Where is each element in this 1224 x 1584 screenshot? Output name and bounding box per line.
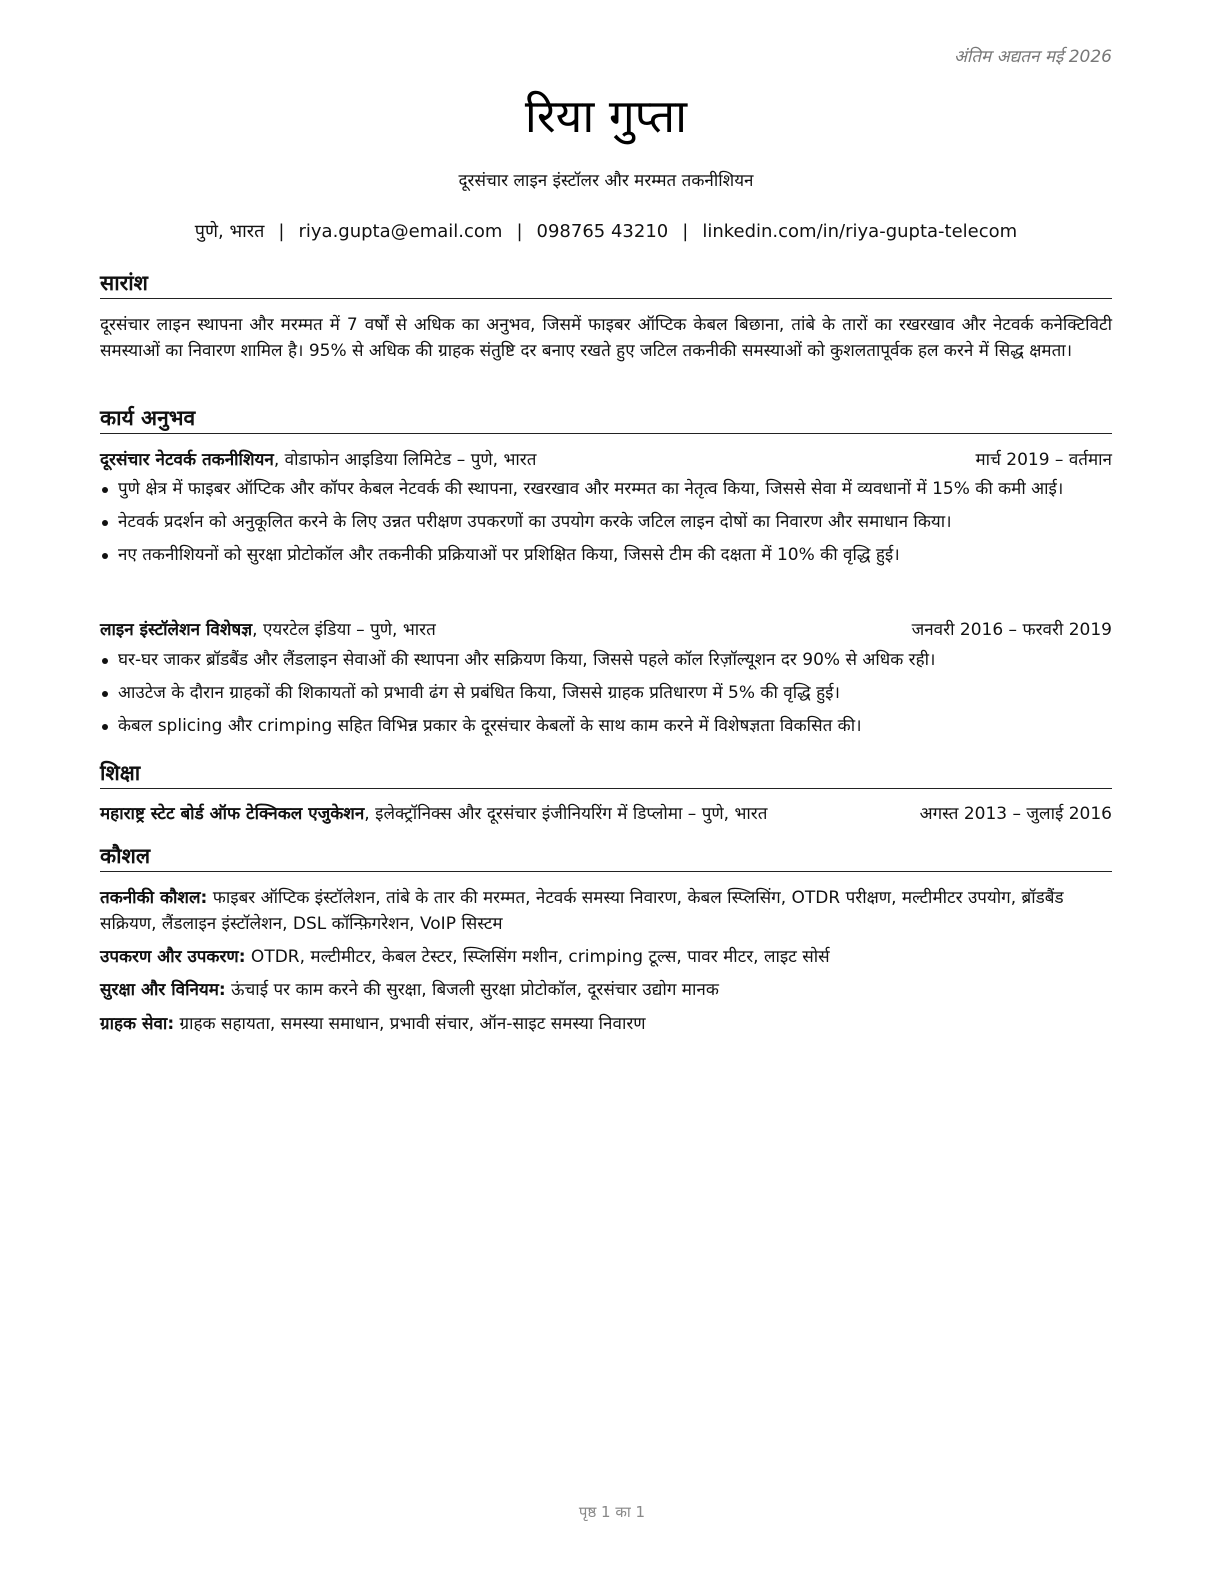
- skill-label: सुरक्षा और विनियम:: [100, 980, 226, 1000]
- job-role: दूरसंचार नेटवर्क तकनीशियन: [100, 450, 274, 470]
- skills-heading: कौशल: [100, 843, 1112, 872]
- education-detail: , इलेक्ट्रॉनिक्स और दूरसंचार इंजीनियरिंग में डिप्लोमा – पुणे, भारत: [364, 804, 768, 824]
- contact-phone[interactable]: 098765 43210: [536, 221, 669, 242]
- contact-separator: |: [682, 221, 689, 242]
- list-item: आउटेज के दौरान ग्राहकों की शिकायतों को प्रभावी ढंग से प्रबंधित किया, जिससे ग्राहक प्रतिधारण में 5% की वृद्धि हुई।: [118, 681, 1130, 706]
- job-org: , वोडाफोन आइडिया लिमिटेड – पुणे, भारत: [273, 450, 537, 470]
- education-entry: [100, 802, 1112, 826]
- contact-email[interactable]: riya.gupta@email.com: [298, 221, 503, 242]
- summary-heading: सारांश: [100, 270, 1112, 299]
- summary-text: दूरसंचार लाइन स्थापना और मरम्मत में 7 वर्षों से अधिक का अनुभव, जिसमें फाइबर ऑप्टिक केबल बिछाना, तांबे के तारों का रखरखाव और नेटवर्क कनेक्टिविटी समस्याओं का निवारण शामिल है। 95% से अधिक की ग्राहक संतुष्टि दर बनाए रखते हुए जटिल तकनीकी समस्याओं को कुशलतापूर्वक हल करने में सिद्ध क्षमता।: [100, 315, 1112, 361]
- job-header: [100, 448, 1112, 472]
- list-item: नए तकनीशियनों को सुरक्षा प्रोटोकॉल और तकनीकी प्रक्रियाओं पर प्रशिक्षित किया, जिससे टीम की दक्षता में 10% की वृद्धि हुई।: [118, 543, 1130, 568]
- last-updated: अंतिम अद्यतन मई 2026: [953, 47, 1112, 67]
- skill-line: [100, 1011, 1112, 1037]
- skill-label: उपकरण और उपकरण:: [100, 947, 246, 967]
- job-dates: जनवरी 2016 – फरवरी 2019: [911, 620, 1112, 640]
- contact-linkedin[interactable]: linkedin.com/in/riya-gupta-telecom: [702, 221, 1018, 242]
- list-item: घर-घर जाकर ब्रॉडबैंड और लैंडलाइन सेवाओं की स्थापना और सक्रियण किया, जिससे पहले कॉल रिज़ॉल्यूशन दर 90% से अधिक रही।: [118, 648, 1130, 673]
- experience-heading: कार्य अनुभव: [100, 405, 1112, 434]
- contact-separator: |: [278, 221, 285, 242]
- skill-line: [100, 885, 1112, 937]
- job-org: , एयरटेल इंडिया – पुणे, भारत: [252, 620, 436, 640]
- candidate-name: रिया गुप्ता: [524, 89, 688, 143]
- skill-line: [100, 944, 1112, 970]
- list-item: केबल splicing और crimping सहित विभिन्न प्रकार के दूरसंचार केबलों के साथ काम करने में विशेषज्ञता विकसित की।: [118, 714, 1130, 739]
- skill-value: ऊंचाई पर काम करने की सुरक्षा, बिजली सुरक्षा प्रोटोकॉल, दूरसंचार उद्योग मानक: [225, 980, 719, 1000]
- education-heading: शिक्षा: [100, 760, 1112, 789]
- list-item: नेटवर्क प्रदर्शन को अनुकूलित करने के लिए उन्नत परीक्षण उपकरणों का उपयोग करके जटिल लाइन दोषों का निवारण और समाधान किया।: [118, 510, 1130, 535]
- job-dates: मार्च 2019 – वर्तमान: [975, 450, 1112, 470]
- education-dates: अगस्त 2013 – जुलाई 2016: [919, 804, 1112, 824]
- headline: दूरसंचार लाइन इंस्टॉलर और मरम्मत तकनीशियन: [458, 171, 754, 191]
- skill-label: तकनीकी कौशल:: [100, 888, 208, 908]
- contact-line: [100, 219, 1112, 243]
- job-bullets: [100, 477, 1130, 576]
- job-bullets: [100, 648, 1130, 747]
- list-item: पुणे क्षेत्र में फाइबर ऑप्टिक और कॉपर केबल नेटवर्क की स्थापना, रखरखाव और मरम्मत का नेतृत्व किया, जिससे सेवा में व्यवधानों में 15% की कमी आई।: [118, 477, 1130, 502]
- skill-value: फाइबर ऑप्टिक इंस्टॉलेशन, तांबे के तार की मरम्मत, नेटवर्क समस्या निवारण, केबल स्प्लिसिंग, OTDR परीक्षण, मल्टीमीटर उपयोग, ब्रॉडबैंड सक्रियण, लैंडलाइन इंस्टॉलेशन, DSL कॉन्फ़िगरेशन, VoIP सिस्टम: [100, 888, 1064, 934]
- job-role: लाइन इंस्टॉलेशन विशेषज्ञ: [100, 620, 253, 640]
- skill-value: ग्राहक सहायता, समस्या समाधान, प्रभावी संचार, ऑन-साइट समस्या निवारण: [174, 1014, 646, 1034]
- education-institution: महाराष्ट्र स्टेट बोर्ड ऑफ टेक्निकल एजुकेशन: [100, 804, 365, 824]
- contact-location: पुणे, भारत: [194, 221, 265, 242]
- page-number: पृष्ठ 1 का 1: [578, 1503, 646, 1521]
- job-header: [100, 618, 1112, 642]
- contact-separator: |: [516, 221, 523, 242]
- skill-line: [100, 977, 1112, 1003]
- skill-value: OTDR, मल्टीमीटर, केबल टेस्टर, स्प्लिसिंग मशीन, crimping टूल्स, पावर मीटर, लाइट सोर्स: [245, 947, 830, 967]
- skill-label: ग्राहक सेवा:: [100, 1014, 175, 1034]
